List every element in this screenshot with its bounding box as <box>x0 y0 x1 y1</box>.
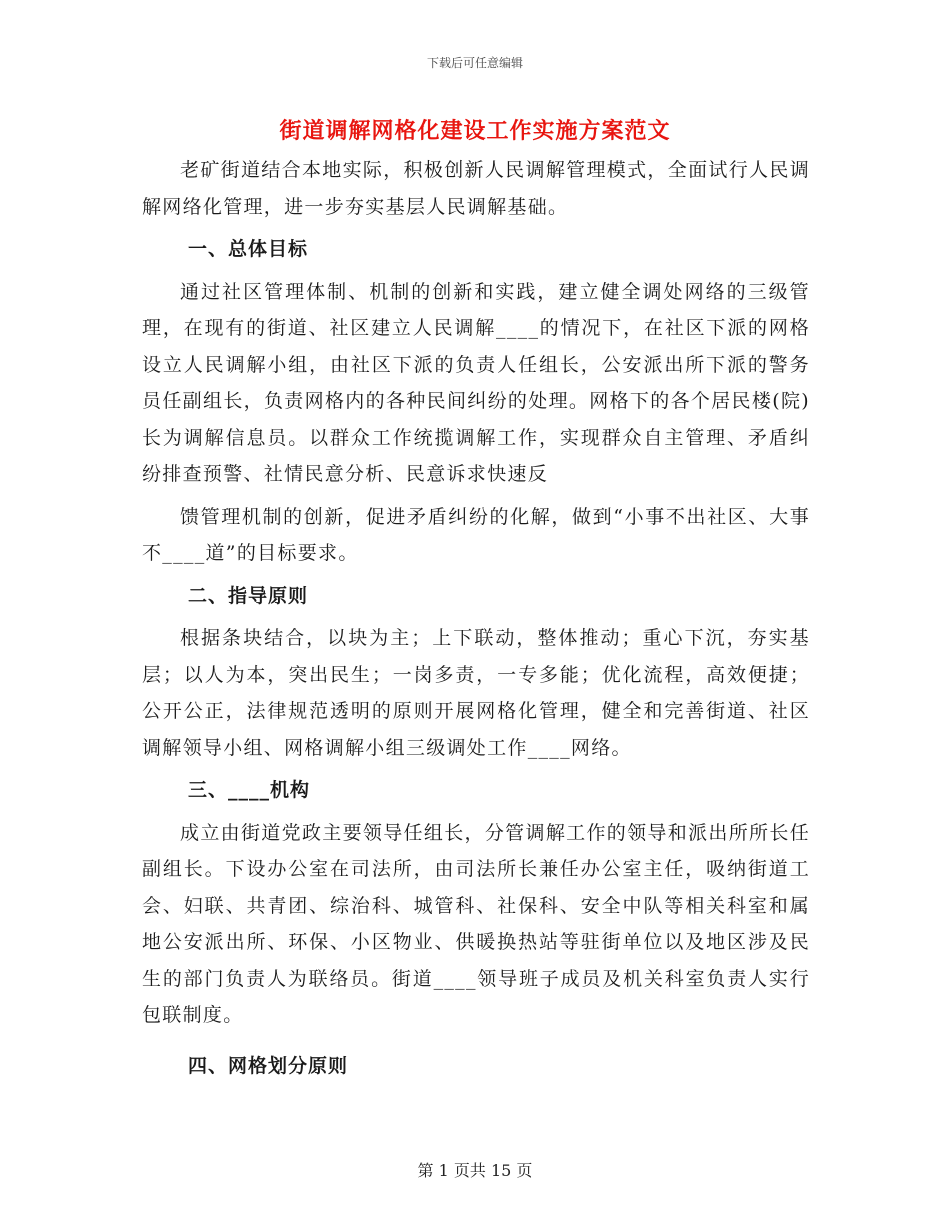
section-goal-paragraph-2: 馈管理机制的创新，促进矛盾纠纷的化解，做到“小事不出社区、大事不____道”的目标要求。 <box>142 505 810 564</box>
section-goal-paragraph-1: 通过社区管理体制、机制的创新和实践，建立健全调处网络的三级管理，在现有的街道、社区建立人民调解____的情况下，在社区下派的网格设立人民调解小组，由社区下派的负责人任组长，公安派出所下派的警务员任副组长，负责网格内的各种民间纠纷的处理。网格下的各个居民楼(院)长为调解信息员。以群众工作统揽调解工作，实现群众自主管理、矛盾纠纷排查预警、社情民意分析、民意诉求快速反 <box>142 280 810 485</box>
document-body <box>142 152 810 1084</box>
section-heading-goal: 一、总体目标 <box>188 238 309 260</box>
intro-paragraph: 老矿街道结合本地实际，积极创新人民调解管理模式，全面试行人民调解网络化管理，进一步夯实基层人民调解基础。 <box>142 159 810 218</box>
header-note: 下载后可任意编辑 <box>426 56 523 70</box>
document-title: 街道调解网格化建设工作实施方案范文 <box>279 118 671 144</box>
section-heading-grid-division: 四、网格划分原则 <box>188 1054 349 1077</box>
section-organization-paragraph: 成立由街道党政主要领导任组长，分管调解工作的领导和派出所所长任副组长。下设办公室在司法所，由司法所长兼任办公室主任，吸纳街道工会、妇联、共青团、综治科、城管科、社保科、安全中队等相关科室和属地公安派出所、环保、小区物业、供暖换热站等驻街单位以及地区涉及民生的部门负责人为联络员。街道____领导班子成员及机关科室负责人实行包联制度。 <box>142 821 810 1026</box>
section-principles-paragraph: 根据条块结合，以块为主；上下联动，整体推动；重心下沉，夯实基层；以人为本，突出民生；一岗多责，一专多能；优化流程，高效便捷；公开公正，法律规范透明的原则开展网格化管理，健全和完善街道、社区调解领导小组、网格调解小组三级调处工作____网络。 <box>142 627 810 759</box>
section-heading-organization: 三、____机构 <box>188 779 311 801</box>
page-number: 第 1 页共 15 页 <box>417 1161 533 1180</box>
section-heading-principles: 二、指导原则 <box>188 584 309 607</box>
